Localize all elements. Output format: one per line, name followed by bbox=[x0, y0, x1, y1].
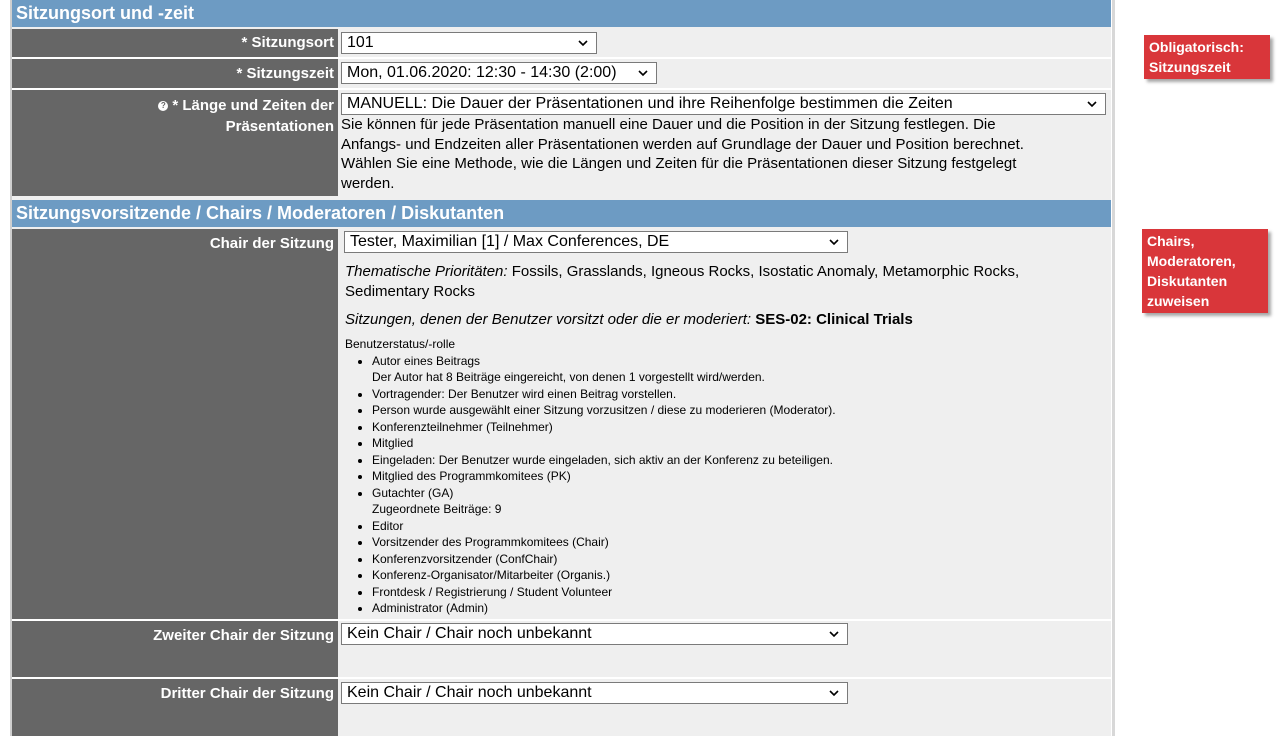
user-status-item bbox=[372, 419, 1105, 436]
sitzungszeit-select-value: Mon, 01.06.2020: 12:30 - 14:30 (2:00) bbox=[347, 64, 617, 81]
praesentationsdauer-select[interactable] bbox=[341, 93, 1106, 115]
user-status-item bbox=[372, 485, 1105, 518]
user-status-item bbox=[372, 435, 1105, 452]
user-status-item-text: Vorsitzender des Programmkomitees (Chair) bbox=[372, 535, 609, 549]
row-sitzungsort bbox=[12, 29, 1111, 57]
description-line: Anfangs- und Endzeiten aller Präsentationen werden auf Grundlage der Dauer und Position berechnet. bbox=[341, 135, 1024, 153]
sitzungszeit-cell bbox=[339, 59, 1111, 88]
chair-sessions-link[interactable]: SES-02: Clinical Trials bbox=[755, 311, 913, 328]
user-status-item-detail: Der Autor hat 8 Beiträge eingereicht, von denen 1 vorgestellt wird/werden. bbox=[372, 370, 765, 384]
sitzungsort-select-value: 101 bbox=[347, 34, 374, 51]
row-sitzungszeit bbox=[12, 59, 1111, 88]
chair-label: Chair der Sitzung bbox=[12, 229, 338, 619]
row-praesentationsdauer bbox=[12, 90, 1111, 196]
user-status-item-text: Konferenzteilnehmer (Teilnehmer) bbox=[372, 419, 553, 434]
sitzungsort-cell bbox=[339, 29, 1111, 57]
chair-sessions-label: Sitzungen, denen der Benutzer vorsitzt oder die er moderiert: bbox=[345, 311, 752, 328]
praesentationsdauer-label-line2: Präsentationen bbox=[225, 118, 334, 135]
user-status-item-text: Mitglied bbox=[372, 436, 414, 450]
user-status-item-text: Mitglied des Programmkomitees (PK) bbox=[372, 469, 571, 483]
sitzungsort-label: * Sitzungsort bbox=[12, 29, 338, 57]
badge-line: Chairs, bbox=[1147, 233, 1195, 249]
chair3-select[interactable] bbox=[341, 682, 848, 704]
praesentationsdauer-select-value: MANUELL: Die Dauer der Präsentationen und ihre Reihenfolge bestimmen die Zeiten bbox=[347, 95, 953, 112]
annotation-badge-sitzungszeit bbox=[1144, 35, 1270, 79]
user-status-item bbox=[372, 551, 1105, 568]
user-status-item-detail: Zugeordnete Beiträge: 9 bbox=[372, 502, 502, 516]
description-line: werden. bbox=[341, 174, 395, 192]
badge-line: Obligatorisch: bbox=[1149, 39, 1244, 55]
chevron-down-icon bbox=[829, 629, 839, 639]
user-status-item bbox=[372, 518, 1105, 535]
praesentationsdauer-description bbox=[341, 115, 1121, 193]
user-status-block bbox=[345, 336, 1105, 617]
thematic-priorities-line1 bbox=[345, 262, 1105, 282]
chair3-select-value: Kein Chair / Chair noch unbekannt bbox=[347, 684, 592, 701]
thematic-priorities-value: Fossils, Grasslands, Igneous Rocks, Isostatic Anomaly, Metamorphic Rocks, bbox=[511, 263, 1020, 280]
user-status-item bbox=[372, 534, 1105, 551]
annotation-badge-chairs bbox=[1142, 229, 1268, 313]
user-status-item bbox=[372, 584, 1105, 601]
user-status-item-text: Vortragender: Der Benutzer wird einen Beitrag vorstellen. bbox=[372, 386, 677, 401]
chair2-select-value: Kein Chair / Chair noch unbekannt bbox=[347, 625, 592, 642]
praesentationsdauer-cell bbox=[339, 90, 1111, 196]
praesentationsdauer-label bbox=[12, 90, 338, 196]
chair-select[interactable] bbox=[344, 231, 848, 253]
chair-cell bbox=[339, 229, 1111, 619]
chair-select-value: Tester, Maximilian [1] / Max Conferences, DE bbox=[350, 233, 670, 250]
sitzungsort-select[interactable] bbox=[341, 32, 597, 54]
user-status-item bbox=[372, 386, 1105, 403]
user-status-title: Benutzerstatus/-rolle bbox=[345, 337, 456, 351]
section-header-ort-zeit: Sitzungsort und -zeit bbox=[12, 0, 1111, 27]
chair2-cell bbox=[339, 621, 1111, 677]
badge-line: Sitzungszeit bbox=[1149, 59, 1231, 75]
badge-line: zuweisen bbox=[1147, 293, 1210, 309]
description-line: Sie können für jede Präsentation manuell eine Dauer und die Position in der Sitzung festlegen. Die bbox=[341, 116, 996, 133]
thematic-priorities-line2: Sedimentary Rocks bbox=[345, 283, 476, 300]
chair2-label: Zweiter Chair der Sitzung bbox=[12, 621, 338, 677]
user-status-item bbox=[372, 468, 1105, 485]
badge-line: Diskutanten bbox=[1147, 273, 1228, 289]
thematic-priorities bbox=[345, 262, 1105, 302]
chevron-down-icon bbox=[829, 688, 839, 698]
chair3-label: Dritter Chair der Sitzung bbox=[12, 679, 338, 736]
description-line: Wählen Sie eine Methode, wie die Längen und Zeiten für die Präsentationen dieser Sitzung festgelegt bbox=[341, 155, 1017, 172]
praesentationsdauer-label-line1: ? * Länge und Zeiten der bbox=[12, 95, 334, 116]
chair3-cell bbox=[339, 679, 1111, 736]
sitzungszeit-label: * Sitzungszeit bbox=[12, 59, 338, 88]
user-status-item bbox=[372, 402, 1105, 419]
thematic-priorities-label: Thematische Prioritäten: bbox=[345, 263, 508, 280]
sitzungszeit-select[interactable] bbox=[341, 62, 657, 84]
user-status-item-text: Editor bbox=[372, 518, 404, 533]
row-chair bbox=[12, 229, 1111, 619]
row-chair2 bbox=[12, 621, 1111, 677]
user-status-item-text: Person wurde ausgewählt einer Sitzung vorzusitzen / diese zu moderieren (Moderator). bbox=[372, 403, 836, 417]
chevron-down-icon bbox=[829, 237, 839, 247]
user-status-item-text: Administrator (Admin) bbox=[372, 601, 489, 615]
user-status-item bbox=[372, 567, 1105, 584]
user-status-item bbox=[372, 452, 1105, 469]
user-status-item bbox=[372, 600, 1105, 617]
chevron-down-icon bbox=[578, 38, 588, 48]
user-status-item bbox=[372, 353, 1105, 386]
user-status-item-text: Autor eines Beitrags bbox=[372, 353, 481, 368]
chevron-down-icon bbox=[1087, 99, 1097, 109]
question-circle-icon[interactable]: ? bbox=[158, 101, 168, 111]
chair2-select[interactable] bbox=[341, 623, 848, 645]
user-status-list bbox=[345, 353, 1105, 617]
row-chair3 bbox=[12, 679, 1111, 736]
chair-sessions bbox=[345, 310, 1105, 330]
section-header-chairs: Sitzungsvorsitzende / Chairs / Moderatoren / Diskutanten bbox=[12, 200, 1111, 227]
page-divider bbox=[1112, 0, 1115, 736]
session-form bbox=[10, 0, 1111, 736]
user-status-item-text: Konferenzvorsitzender (ConfChair) bbox=[372, 551, 558, 566]
user-status-item-text: Frontdesk / Registrierung / Student Volunteer bbox=[372, 584, 613, 599]
badge-line: Moderatoren, bbox=[1147, 253, 1236, 269]
user-status-item-text: Eingeladen: Der Benutzer wurde eingeladen, sich aktiv an der Konferenz zu beteiligen. bbox=[372, 452, 833, 467]
user-status-item-text: Konferenz-Organisator/Mitarbeiter (Organis.) bbox=[372, 568, 611, 582]
user-status-item-text: Gutachter (GA) bbox=[372, 485, 454, 500]
chevron-down-icon bbox=[638, 68, 648, 78]
